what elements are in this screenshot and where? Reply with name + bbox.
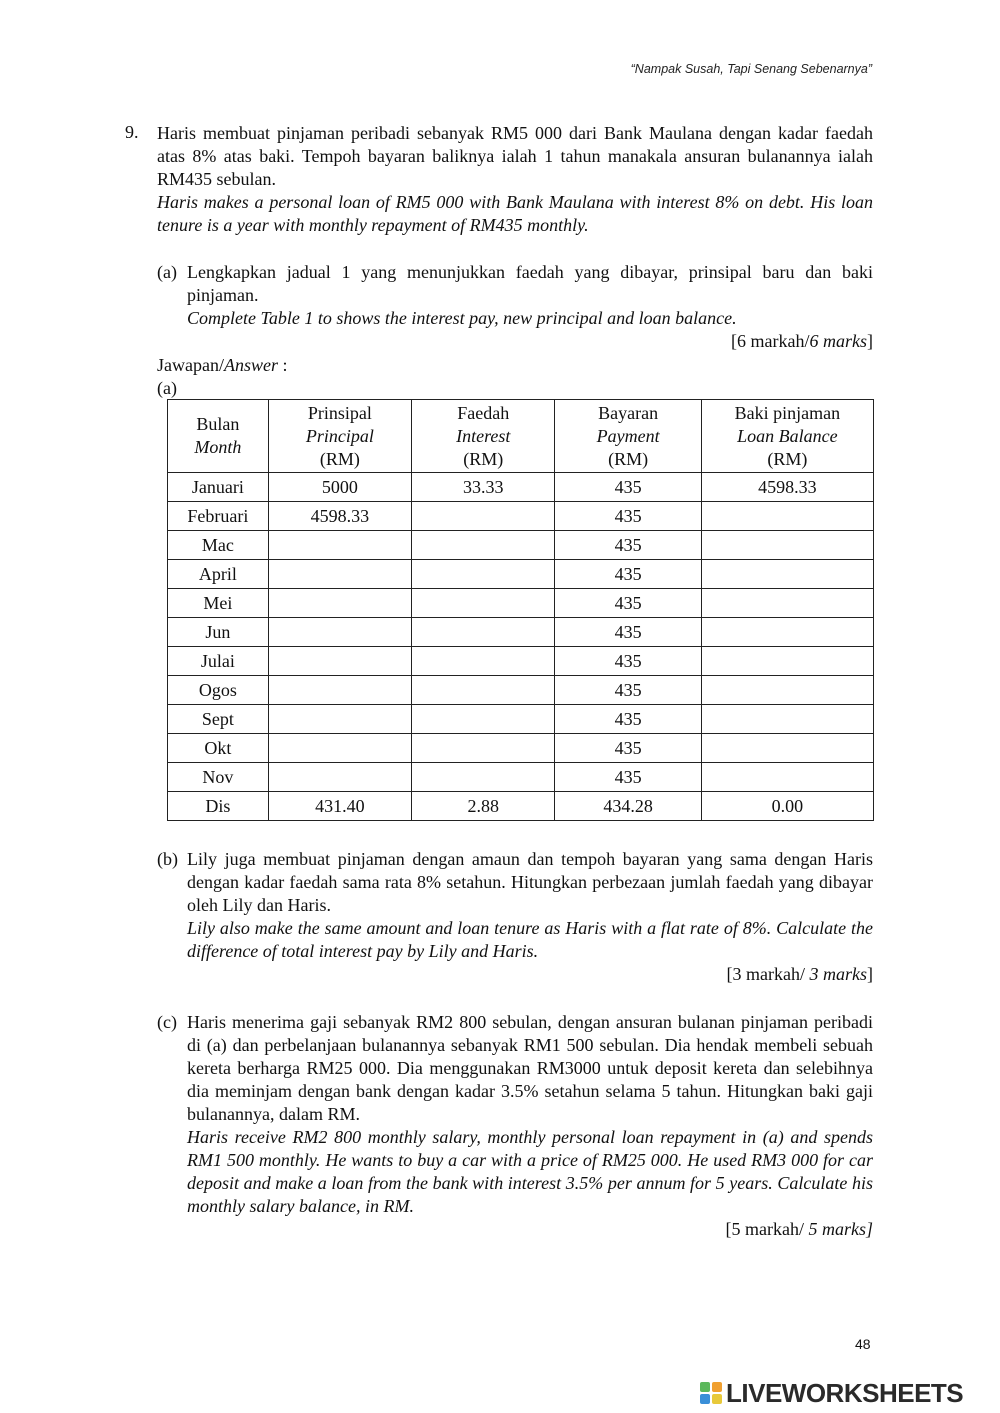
- cell-principal: 5000: [268, 473, 411, 502]
- cell-balance: [701, 531, 873, 560]
- cell-payment: 435: [555, 531, 701, 560]
- cell-interest: [412, 763, 555, 792]
- cell-balance: [701, 560, 873, 589]
- cell-principal: [268, 676, 411, 705]
- cell-balance: [701, 618, 873, 647]
- cell-payment: 435: [555, 705, 701, 734]
- cell-balance: [701, 589, 873, 618]
- cell-balance: [701, 647, 873, 676]
- part-c: [157, 1011, 873, 1241]
- cell-payment: 435: [555, 618, 701, 647]
- question-number: 9.: [125, 122, 139, 142]
- cell-interest: [412, 560, 555, 589]
- cell-month: Sept: [168, 705, 269, 734]
- cell-balance: 4598.33: [701, 473, 873, 502]
- cell-interest: [412, 705, 555, 734]
- question-intro: [157, 122, 873, 237]
- liveworksheets-logo-icon: [700, 1382, 722, 1404]
- table-row: [168, 502, 874, 531]
- cell-month: Nov: [168, 763, 269, 792]
- cell-interest: 2.88: [412, 792, 555, 821]
- cell-interest: [412, 589, 555, 618]
- liveworksheets-brand[interactable]: [700, 1378, 963, 1408]
- table-row: [168, 676, 874, 705]
- part-a-malay: Lengkapkan jadual 1 yang menunjukkan faedah yang dibayar, prinsipal baru dan baki pinjaman.: [187, 262, 873, 305]
- part-b: [157, 848, 873, 986]
- table-row: [168, 473, 874, 502]
- cell-interest: [412, 734, 555, 763]
- header-interest: Faedah Interest (RM): [412, 400, 555, 473]
- part-a-english: Complete Table 1 to shows the interest pay, new principal and loan balance.: [187, 308, 737, 328]
- part-c-label: (c): [157, 1012, 177, 1032]
- table-row: [168, 792, 874, 821]
- answer-part-label: (a): [157, 378, 177, 398]
- cell-principal: 4598.33: [268, 502, 411, 531]
- table-row: [168, 705, 874, 734]
- header-balance: Baki pinjaman Loan Balance (RM): [701, 400, 873, 473]
- cell-month: Jun: [168, 618, 269, 647]
- table-row: [168, 734, 874, 763]
- cell-month: Mac: [168, 531, 269, 560]
- brand-wordmark: LIVEWORKSHEETS: [726, 1377, 964, 1408]
- part-b-malay: Lily juga membuat pinjaman dengan amaun dan tempoh bayaran yang sama dengan Haris dengan kadar faedah sama rata 8% setahun. Hitungkan perbezaan jumlah faedah yang dibayar oleh Lily dan Haris.: [187, 849, 873, 915]
- intro-english: Haris makes a personal loan of RM5 000 with Bank Maulana with interest 8% on debt. His loan tenure is a year with monthly repayment of RM435 monthly.: [157, 192, 873, 235]
- cell-payment: 435: [555, 589, 701, 618]
- part-b-english: Lily also make the same amount and loan tenure as Haris with a flat rate of 8%. Calculate the difference of total interest pay by Lily and Haris.: [187, 918, 873, 961]
- answer-label: Jawapan/Answer : (a): [157, 354, 873, 400]
- header-month: Bulan Month: [168, 400, 269, 473]
- loan-table: [167, 399, 874, 821]
- cell-principal: [268, 589, 411, 618]
- part-a-label: (a): [157, 262, 177, 282]
- cell-interest: 33.33: [412, 473, 555, 502]
- table-row: [168, 618, 874, 647]
- cell-payment: 435: [555, 676, 701, 705]
- cell-balance: [701, 734, 873, 763]
- cell-month: Ogos: [168, 676, 269, 705]
- intro-malay: Haris membuat pinjaman peribadi sebanyak RM5 000 dari Bank Maulana dengan kadar faedah atas 8% atas baki. Tempoh bayaran baliknya ialah 1 tahun manakala ansuran bulanannya ialah RM435 sebulan.: [157, 123, 873, 189]
- cell-principal: [268, 763, 411, 792]
- cell-balance: [701, 676, 873, 705]
- cell-interest: [412, 502, 555, 531]
- cell-interest: [412, 531, 555, 560]
- cell-balance: [701, 502, 873, 531]
- part-c-marks: [5 markah/ 5 marks]: [725, 1219, 873, 1239]
- cell-interest: [412, 647, 555, 676]
- table-row: [168, 531, 874, 560]
- cell-payment: 435: [555, 763, 701, 792]
- table-row: [168, 560, 874, 589]
- part-b-label: (b): [157, 849, 178, 869]
- part-a: [157, 261, 873, 353]
- cell-interest: [412, 618, 555, 647]
- cell-payment: 435: [555, 473, 701, 502]
- cell-principal: [268, 531, 411, 560]
- cell-balance: 0.00: [701, 792, 873, 821]
- cell-principal: [268, 705, 411, 734]
- header-principal: Prinsipal Principal (RM): [268, 400, 411, 473]
- table-header-row: [168, 400, 874, 473]
- page-number: 48: [855, 1336, 871, 1352]
- part-c-malay: Haris menerima gaji sebanyak RM2 800 sebulan, dengan ansuran bulanan pinjaman peribadi di (a) dan perbelanjaan bulanannya sebanyak RM1 500 sebulan. Dia hendak membeli sebuah kereta berharga RM25 000. Dia menggunakan RM3000 untuk deposit kereta dan selebihnya dia meminjam dengan bank dengan kadar 3.5% setahun selama 5 tahun. Hitungkan baki gaji bulanannya, dalam RM.: [187, 1012, 873, 1124]
- cell-month: Dis: [168, 792, 269, 821]
- table-row: [168, 589, 874, 618]
- cell-balance: [701, 705, 873, 734]
- cell-payment: 435: [555, 734, 701, 763]
- cell-payment: 435: [555, 560, 701, 589]
- part-c-english: Haris receive RM2 800 monthly salary, monthly personal loan repayment in (a) and spends RM1 500 monthly. He wants to buy a car with a price of RM25 000. He used RM3 000 for car deposit and make a loan from the bank with interest 3.5% per annum for 5 years. Calculate his monthly salary balance, in RM.: [187, 1127, 873, 1216]
- header-payment: Bayaran Payment (RM): [555, 400, 701, 473]
- header-motto: “Nampak Susah, Tapi Senang Sebenarnya”: [630, 62, 872, 76]
- table-row: [168, 763, 874, 792]
- part-a-marks: [6 markah/6 marks]: [731, 331, 873, 351]
- cell-principal: [268, 560, 411, 589]
- cell-month: Januari: [168, 473, 269, 502]
- cell-month: Mei: [168, 589, 269, 618]
- cell-principal: [268, 618, 411, 647]
- cell-balance: [701, 763, 873, 792]
- cell-payment: 435: [555, 502, 701, 531]
- cell-payment: 434.28: [555, 792, 701, 821]
- cell-month: April: [168, 560, 269, 589]
- cell-principal: 431.40: [268, 792, 411, 821]
- part-b-marks: [3 markah/ 3 marks]: [726, 964, 873, 984]
- cell-interest: [412, 676, 555, 705]
- cell-principal: [268, 734, 411, 763]
- cell-principal: [268, 647, 411, 676]
- cell-payment: 435: [555, 647, 701, 676]
- cell-month: Okt: [168, 734, 269, 763]
- cell-month: Februari: [168, 502, 269, 531]
- table-row: [168, 647, 874, 676]
- cell-month: Julai: [168, 647, 269, 676]
